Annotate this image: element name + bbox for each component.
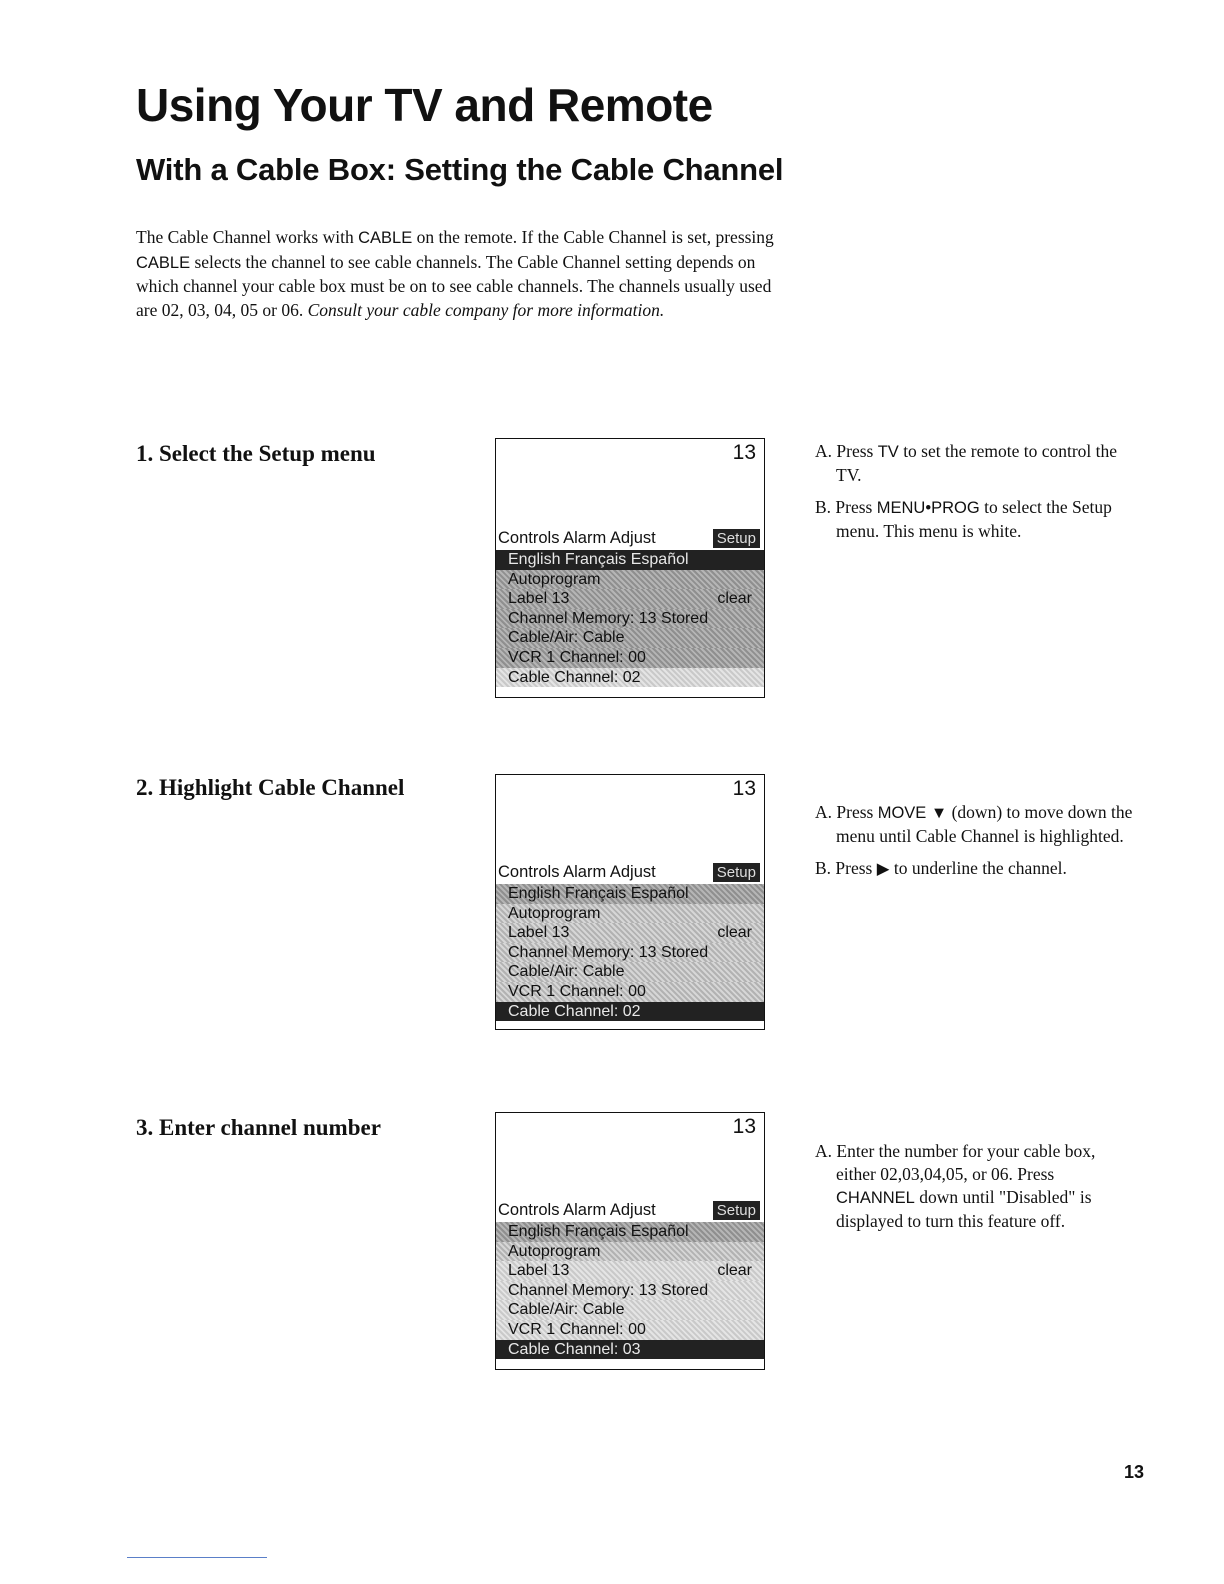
instruction-text: A. Press xyxy=(815,802,878,822)
menu-item-cable-air: Cable/Air: Cable xyxy=(496,962,764,982)
menu-item-vcr1-channel: VCR 1 Channel: 00 xyxy=(496,982,764,1002)
instruction-text: to underline the channel. xyxy=(889,858,1067,878)
menu-bar xyxy=(496,863,764,883)
label-text: Label 13 xyxy=(508,924,570,942)
instruction-item xyxy=(815,496,1135,543)
channel-number: 13 xyxy=(732,441,756,464)
key-label: MOVE ▼ xyxy=(877,804,948,822)
menu-item-cable-channel-highlighted: Cable Channel: 03 xyxy=(496,1340,764,1360)
key-label: CHANNEL xyxy=(836,1189,915,1207)
channel-number: 13 xyxy=(732,777,756,800)
label-clear: clear xyxy=(717,1262,752,1280)
instruction-item xyxy=(815,440,1135,487)
menu-item-channel-memory: Channel Memory: 13 Stored xyxy=(496,1281,764,1301)
menu-bar-label: Controls Alarm Adjust xyxy=(498,863,656,881)
intro-note: Consult your cable company for more information. xyxy=(307,299,665,320)
setup-menu-list xyxy=(496,1222,764,1359)
menu-bar-label: Controls Alarm Adjust xyxy=(498,529,656,547)
menu-item-label xyxy=(496,923,764,943)
instruction-text: B. Press xyxy=(815,497,877,517)
setup-tab: Setup xyxy=(713,529,760,548)
channel-number: 13 xyxy=(732,1115,756,1138)
tv-screen-step-1 xyxy=(495,438,765,698)
setup-tab: Setup xyxy=(713,863,760,882)
label-text: Label 13 xyxy=(508,590,570,608)
footer-rule xyxy=(127,1557,267,1558)
menu-item-cable-air: Cable/Air: Cable xyxy=(496,628,764,648)
menu-item-label xyxy=(496,1261,764,1281)
label-text: Label 13 xyxy=(508,1262,570,1280)
menu-item-languages: English Français Español xyxy=(496,884,764,904)
page-number: 13 xyxy=(1124,1462,1145,1482)
menu-item-label xyxy=(496,589,764,609)
step-2-instructions xyxy=(815,801,1135,890)
instruction-text: A. Enter the number for your cable box, either 02,03,04,05, or 06. Press xyxy=(815,1141,1096,1184)
label-clear: clear xyxy=(717,590,752,608)
step-2-title: 2. Highlight Cable Channel xyxy=(136,775,405,800)
menu-item-channel-memory: Channel Memory: 13 Stored xyxy=(496,943,764,963)
setup-menu-list xyxy=(496,550,764,687)
instruction-text: to select the Setup menu. This menu is white. xyxy=(836,497,1112,541)
menu-item-languages: English Français Español xyxy=(496,550,764,570)
menu-item-languages: English Français Español xyxy=(496,1222,764,1242)
key-label: ▶ xyxy=(876,860,890,878)
setup-menu-list xyxy=(496,884,764,1021)
menu-item-vcr1-channel: VCR 1 Channel: 00 xyxy=(496,1320,764,1340)
cable-key-label: CABLE xyxy=(136,253,191,272)
page-subtitle: With a Cable Box: Setting the Cable Channel xyxy=(136,152,784,187)
key-label: MENU•PROG xyxy=(876,499,980,517)
instruction-text: A. Press xyxy=(815,441,878,461)
instruction-item xyxy=(815,857,1135,881)
step-3-title: 3. Enter channel number xyxy=(136,1115,381,1140)
menu-item-cable-channel: Cable Channel: 02 xyxy=(496,668,764,688)
menu-bar xyxy=(496,529,764,549)
cable-key-label: CABLE xyxy=(358,229,413,247)
intro-text: on the remote. If the Cable Channel is set, pressing xyxy=(412,227,774,247)
menu-item-autoprogram: Autoprogram xyxy=(496,570,764,590)
instruction-item xyxy=(815,1140,1135,1233)
menu-item-vcr1-channel: VCR 1 Channel: 00 xyxy=(496,648,764,668)
instruction-text: (down) to move down the menu until Cable Channel is highlighted. xyxy=(836,802,1133,846)
menu-item-cable-channel-highlighted: Cable Channel: 02 xyxy=(496,1002,764,1022)
tv-screen-step-3 xyxy=(495,1112,765,1370)
key-label: TV xyxy=(877,443,899,461)
instruction-text: down until "Disabled" is displayed to turn this feature off. xyxy=(836,1187,1092,1231)
menu-item-channel-memory: Channel Memory: 13 Stored xyxy=(496,609,764,629)
page-title: Using Your TV and Remote xyxy=(136,79,713,131)
label-clear: clear xyxy=(717,924,752,942)
menu-item-autoprogram: Autoprogram xyxy=(496,1242,764,1262)
intro-text: The Cable Channel works with xyxy=(136,227,359,247)
menu-bar-label: Controls Alarm Adjust xyxy=(498,1201,656,1219)
step-3-instructions xyxy=(815,1140,1135,1242)
instruction-text: to set the remote to control the TV. xyxy=(836,441,1118,485)
menu-item-cable-air: Cable/Air: Cable xyxy=(496,1300,764,1320)
tv-screen-step-2 xyxy=(495,774,765,1030)
step-1-instructions xyxy=(815,440,1135,552)
menu-item-autoprogram: Autoprogram xyxy=(496,904,764,924)
intro-text: selects the channel to see cable channels. The Cable Channel setting depends on which channel your cable box must be on to see cable channels. The channels usually used are 02, 03, 04, 05 or 06. xyxy=(136,251,772,320)
intro-paragraph xyxy=(136,226,796,322)
menu-bar xyxy=(496,1201,764,1221)
instruction-text: B. Press xyxy=(815,858,877,878)
step-1-title: 1. Select the Setup menu xyxy=(136,441,376,466)
instruction-item xyxy=(815,801,1135,848)
setup-tab: Setup xyxy=(713,1201,760,1220)
